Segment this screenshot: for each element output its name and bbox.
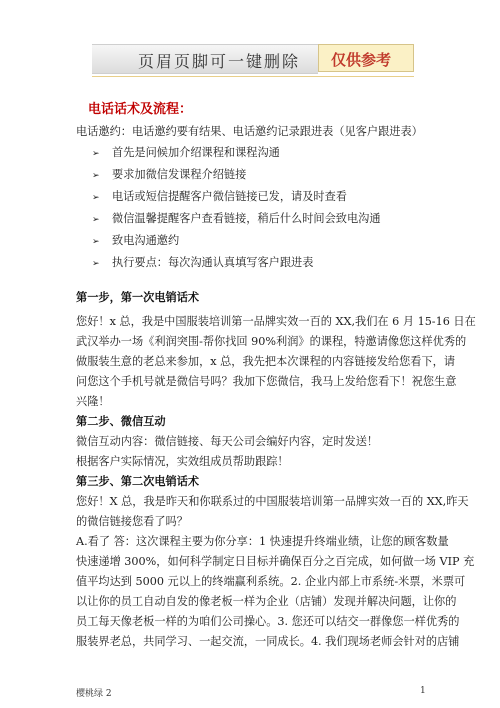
list-item: ➢ 电话或短信提醒客户微信链接已发，请及时查看 [92,186,381,208]
footer-label: 樱桃绿 2 [76,689,112,699]
list-item: ➢ 执行要点：每次沟通认真填写客户跟进表 [92,252,381,274]
header-divider [92,76,414,77]
process-bullet-list [92,142,381,274]
step3-line: 服装界老总，共同学习、一起交流，一同成长。4. 我们现场老师会针对的店铺 [76,635,460,648]
arrow-bullet-icon: ➢ [92,259,100,269]
step1-line: 您好！x 总，我是中国服装培训第一品牌实效一百的 XX,我们在 6 月 15-16 日在 [76,315,476,328]
arrow-bullet-icon: ➢ [92,193,100,203]
arrow-bullet-icon: ➢ [92,215,100,225]
page-header-banner [92,40,414,76]
step1-line: 问您这个手机号就是微信号吗？我加下您微信，我马上发给您看下！祝您生意 [76,375,457,388]
step3-line: 快速递增 300%，如何科学制定日目标并确保百分之百完成，如何做一场 VIP 充 [76,555,475,568]
step2-line: 根据客户实际情况，实效组成员帮助跟踪！ [76,455,289,468]
stamp-text: 仅供参考 [331,51,392,69]
arrow-bullet-icon: ➢ [92,171,100,181]
header-banner-text: 页眉页脚可一键删除 [138,52,301,71]
step1-heading: 第一步，第一次电销话术 [76,291,200,304]
step1-line: 做服装生意的老总来参加，x 总，我先把本次课程的内容链接发给您看下，请 [76,355,456,368]
list-item: ➢ 要求加微信发课程介绍链接 [92,164,381,186]
arrow-bullet-icon: ➢ [92,149,100,159]
list-item: ➢ 致电沟通邀约 [92,230,381,252]
step3-heading: 第三步、第二次电销话术 [76,475,200,488]
step1-line: 武汉举办一场《利润突围-帮你找回 90%利润》的课程，特邀请像您这样优秀的 [76,335,467,348]
page-number: 1 [420,686,426,696]
intro-paragraph: 电话邀约：电话邀约要有结果、电话邀约记录跟进表（见客户跟进表） [76,125,423,138]
step3-line: 您好！X 总，我是昨天和你联系过的中国服装培训第一品牌实效一百的 XX,昨天 [76,495,469,508]
step3-line: 员工每天像老板一样的为咱们公司操心。3. 您还可以结交一群像您一样优秀的 [76,615,460,628]
section-title: 电话话术及流程： [88,102,193,117]
reference-only-stamp [318,44,414,72]
step2-heading: 第二步、微信互动 [76,415,166,428]
step3-line: 以让你的员工自动自发的像老板一样为企业（店铺）发现并解决问题，让你的 [76,595,457,608]
arrow-bullet-icon: ➢ [92,237,100,247]
list-item: ➢ 首先是问候加介绍课程和课程沟通 [92,142,381,164]
step3-line: A.看了 答：这次课程主要为你分享：1 快速提升终端业绩，让您的顾客数量 [76,535,449,548]
step3-line: 的微信链接您看了吗？ [76,515,188,528]
list-item: ➢ 微信温馨提醒客户查看链接，稍后什么时间会致电沟通 [92,208,381,230]
step2-line: 微信互动内容：微信链接、每天公司会编好内容，定时发送！ [76,435,379,448]
step3-line: 值平均达到 5000 元以上的终端赢利系统。2. 企业内部上市系统-米票，米票可 [76,575,466,588]
step1-line: 兴隆！ [76,395,110,408]
